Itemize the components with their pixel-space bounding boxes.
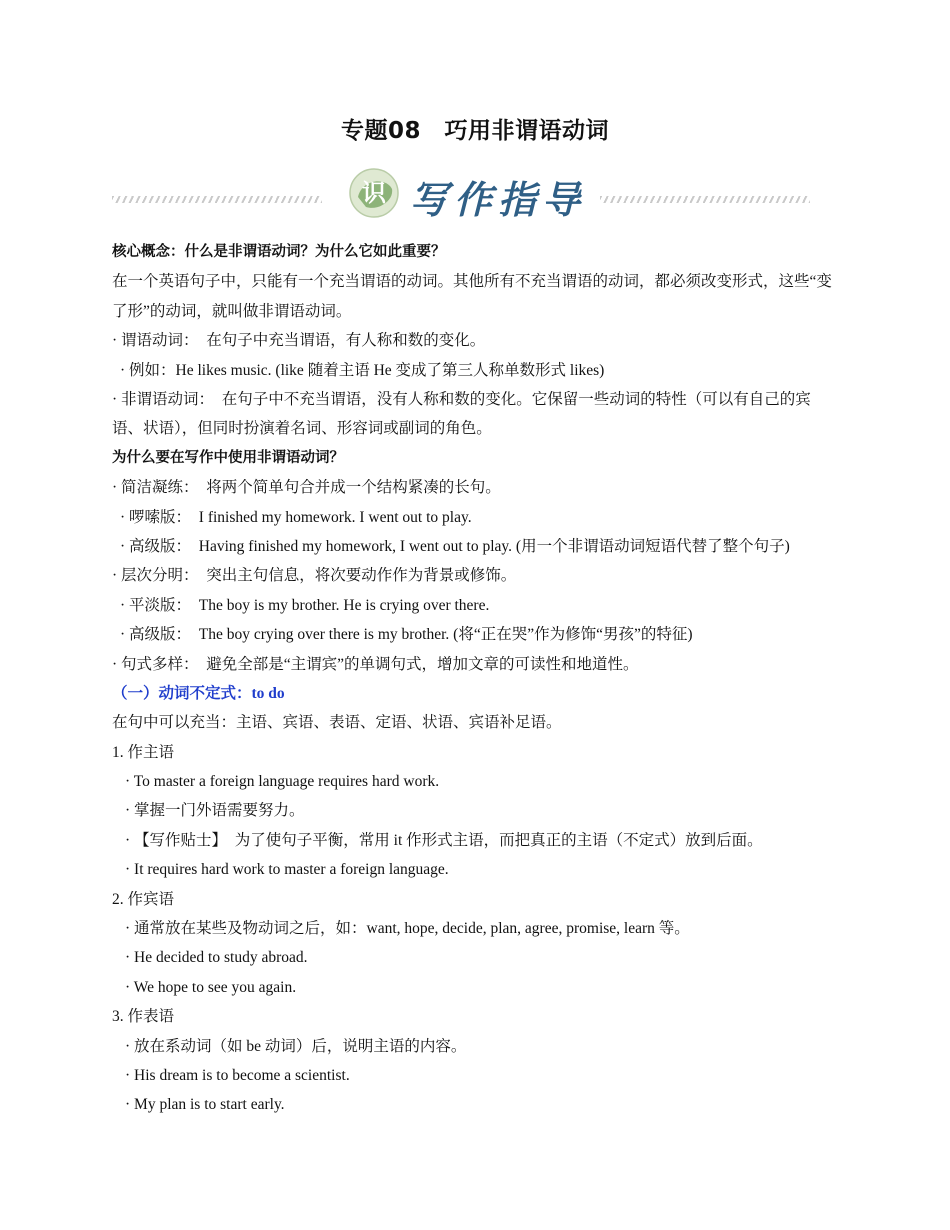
list-item: · 掌握一门外语需要努力。 [125,802,305,820]
why-item: · 高级版： Having finished my homework, I went out to play. (用一个非谓语动词短语代替了整个句子) [120,537,790,555]
banner-hatch-left [112,196,322,203]
section1-intro: 在句中可以充当：主语、宾语、表语、定语、状语、宾语补足语。 [112,714,562,732]
list-item: · We hope to see you again. [125,978,297,996]
why-item: · 高级版： The boy crying over there is my brother. (将“正在哭”作为修饰“男孩”的特征) [120,626,693,644]
knowledge-badge-icon [348,167,400,219]
core-intro: 在一个英语句子中，只能有一个充当谓语的动词。其他所有不充当谓语的动词，都必须改变形式，这些“变了形”的动词，就叫做非谓语动词。 [112,273,832,320]
core-heading: 核心概念：什么是非谓语动词？为什么它如此重要？ [112,244,446,260]
subsection-title: 2. 作宾语 [112,890,175,908]
nonpredicate-definition: · 非谓语动词： 在句子中不充当谓语，没有人称和数的变化。它保留一些动词的特性（可以有自己的宾语、状语），但同时扮演着名词、形容词或副词的角色。 [112,390,811,438]
list-item: · It requires hard work to master a foreign language. [125,861,449,879]
list-item: · 【写作贴士】 为了使句子平衡，常用 it 作形式主语，而把真正的主语（不定式）放到后面。 [125,831,763,849]
badge-char: 识 [362,178,386,207]
list-item: · He decided to study abroad. [125,949,308,967]
document-body [112,238,834,1120]
predicate-example: · 例如：He likes music. (like 随着主语 He 变成了第三人称单数形式 likes) [120,361,605,379]
banner-hatch-right [600,196,810,203]
why-item: · 啰嗦版： I finished my homework. I went out to play. [120,508,472,526]
why-heading: 为什么要在写作中使用非谓语动词？ [112,449,344,466]
list-item: · 放在系动词（如 be 动词）后，说明主语的内容。 [125,1037,467,1055]
list-item: · 通常放在某些及物动词之后，如：want, hope, decide, plan, agree, promise, learn 等。 [125,920,690,938]
why-item: · 平淡版： The boy is my brother. He is crying over there. [120,596,490,614]
section1-heading: （一）动词不定式：to do [112,684,285,702]
why-item: · 简洁凝练： 将两个简单句合并成一个结构紧凑的长句。 [112,479,501,497]
why-item: · 层次分明： 突出主句信息，将次要动作作为背景或修饰。 [112,567,517,585]
page-title: 专题08 巧用非谓语动词 [340,118,609,144]
list-item: · My plan is to start early. [125,1096,285,1114]
subsection-title: 1. 作主语 [112,743,175,761]
section-banner [112,163,812,227]
why-item: · 句式多样： 避免全部是“主谓宾”的单调句式，增加文章的可读性和地道性。 [112,655,639,673]
list-item: · To master a foreign language requires hard work. [125,773,440,791]
predicate-definition: · 谓语动词： 在句子中充当谓语，有人称和数的变化。 [112,332,486,350]
subsection-title: 3. 作表语 [112,1008,175,1026]
banner-label: 写作指导 [410,177,587,222]
list-item: · His dream is to become a scientist. [125,1067,350,1084]
